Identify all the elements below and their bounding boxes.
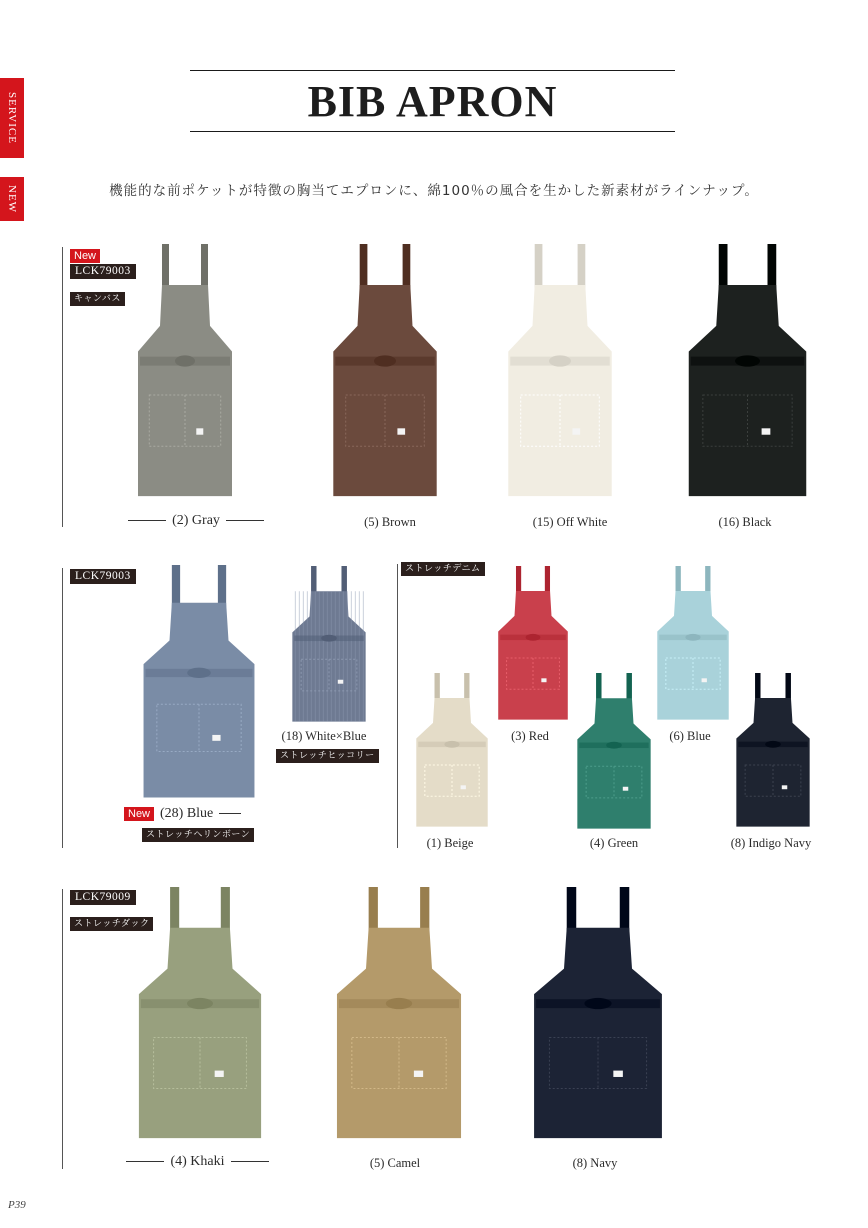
apron-navy-bow (584, 998, 611, 1009)
apron-gray-body (138, 285, 232, 496)
apron-indigo-denim-strap-left (755, 673, 760, 702)
apron-blue-denim-strap-left (676, 566, 681, 595)
apron-black-body (689, 285, 807, 496)
apron-camel (333, 887, 465, 1142)
apron-navy-strap-right (620, 887, 630, 932)
apron-beige-denim-strap-right (464, 673, 469, 702)
title-top-rule (190, 70, 675, 71)
denim-material: ストレッチデニム (401, 562, 485, 576)
section2-code: LCK79003 (70, 569, 136, 584)
apron-navy-body (534, 928, 662, 1138)
apron-offwhite-body (508, 285, 611, 496)
page-number: P39 (8, 1199, 26, 1211)
apron-black-strap-left (719, 244, 728, 289)
caption-black: (16) Black (718, 515, 772, 529)
caption-camel: (5) Camel (369, 1156, 421, 1170)
apron-gray-strap-left (162, 244, 169, 289)
apron-black-strap-right (768, 244, 777, 289)
caption-denim-blue: (6) Blue (669, 729, 711, 743)
apron-khaki-label-tag (215, 1071, 224, 1077)
section1-line (62, 247, 63, 527)
apron-brown-bow (374, 355, 396, 366)
apron-brown-strap-left (360, 244, 368, 289)
apron-green-denim-bow (606, 742, 622, 749)
title-bottom-rule (190, 131, 675, 132)
apron-white-blue-hickory (290, 566, 368, 724)
apron-green-denim-body (577, 698, 650, 828)
apron-brown (330, 244, 440, 500)
apron-khaki-bow (187, 998, 213, 1009)
caption-offwhite: (15) Off White (532, 515, 608, 529)
apron-brown-label-tag (397, 428, 405, 434)
apron-camel-body (337, 928, 461, 1138)
apron-offwhite-strap-left (535, 244, 543, 289)
apron-camel-bow (386, 998, 412, 1009)
apron-blue-herringbone-bow (187, 668, 211, 678)
apron-blue-denim-strap-right (705, 566, 710, 595)
page-subtitle: 機能的な前ポケットが特徴の胸当てエプロンに、綿100％の風合を生かした新素材がラインナップ。 (109, 183, 759, 199)
apron-red-denim (496, 566, 570, 722)
new-tab: NEW (0, 177, 24, 221)
apron-indigo-denim (734, 673, 812, 829)
apron-offwhite (505, 244, 615, 500)
apron-indigo-denim-label-tag (782, 785, 787, 789)
section3-code: LCK79009 (70, 890, 136, 905)
apron-indigo-denim-bow (765, 741, 781, 748)
section3-line (62, 889, 63, 1169)
apron-brown-strap-right (403, 244, 411, 289)
apron-beige-denim-strap-left (435, 673, 440, 702)
apron-white-blue-hickory-strap-left (311, 566, 316, 595)
apron-blue-herringbone-label-tag (212, 735, 220, 741)
apron-gray (135, 244, 235, 500)
caption-navy: (8) Navy (572, 1156, 618, 1170)
apron-blue-denim-body (657, 591, 728, 720)
denim-line (397, 564, 398, 848)
apron-offwhite-bow (549, 355, 571, 366)
service-tab: SERVICE (0, 78, 24, 158)
apron-khaki-strap-left (170, 887, 179, 932)
section2-line (62, 568, 63, 848)
blue-new-badge: New (124, 807, 154, 821)
caption-gray: (2) Gray (120, 513, 272, 529)
apron-red-denim-bow (526, 634, 541, 641)
apron-beige-denim-label-tag (461, 785, 466, 789)
apron-beige-denim (414, 673, 490, 829)
apron-beige-denim-bow (444, 741, 459, 748)
apron-indigo-denim-strap-right (785, 673, 790, 702)
apron-blue-herringbone-body (144, 603, 255, 798)
blue-material: ストレッチヘリンボーン (142, 828, 254, 842)
white-blue-material: ストレッチヒッコリー (276, 749, 379, 763)
caption-beige: (1) Beige (426, 836, 474, 850)
apron-navy-strap-left (567, 887, 577, 932)
caption-red: (3) Red (511, 729, 549, 743)
apron-red-denim-label-tag (541, 678, 546, 682)
apron-khaki-strap-right (221, 887, 230, 932)
section3-material: ストレッチダック (70, 917, 153, 931)
apron-indigo-denim-body (736, 698, 809, 827)
caption-brown: (5) Brown (364, 515, 416, 529)
apron-blue-herringbone-strap-left (172, 565, 180, 607)
apron-green-denim-label-tag (623, 787, 628, 791)
section1-material: キャンバス (70, 292, 125, 306)
apron-blue-herringbone-strap-right (218, 565, 226, 607)
apron-khaki (135, 887, 265, 1142)
apron-blue-herringbone (140, 565, 258, 801)
apron-navy (530, 887, 666, 1142)
apron-black-bow (735, 355, 760, 366)
apron-red-denim-strap-left (516, 566, 521, 595)
section1-code: LCK79003 (70, 264, 136, 279)
apron-blue-denim-bow (685, 634, 700, 641)
caption-white-blue: (18) White×Blue (281, 729, 367, 743)
apron-offwhite-label-tag (572, 428, 580, 434)
apron-camel-strap-left (369, 887, 378, 932)
apron-white-blue-hickory-label-tag (338, 680, 343, 684)
apron-blue-denim (655, 566, 731, 722)
section1-new-badge: New (70, 249, 100, 263)
apron-blue-denim-label-tag (702, 678, 707, 682)
page-title: BIB APRON (307, 77, 558, 126)
apron-beige-denim-body (416, 698, 487, 827)
apron-white-blue-hickory-bow (321, 635, 337, 642)
apron-gray-strap-right (201, 244, 208, 289)
apron-red-denim-body (498, 591, 568, 720)
apron-black-label-tag (762, 428, 771, 434)
caption-blue: (28) Blue (160, 806, 270, 822)
apron-green-denim-strap-left (596, 673, 601, 702)
apron-green-denim-strap-right (626, 673, 631, 702)
caption-indigo-navy: (8) Indigo Navy (730, 836, 812, 850)
caption-green: (4) Green (589, 836, 639, 850)
apron-khaki-body (139, 928, 261, 1138)
apron-camel-label-tag (414, 1071, 423, 1077)
apron-green-denim (575, 673, 653, 831)
apron-gray-bow (175, 355, 195, 366)
caption-khaki: (4) Khaki (120, 1154, 275, 1170)
apron-red-denim-strap-right (545, 566, 550, 595)
apron-offwhite-strap-right (578, 244, 586, 289)
apron-navy-label-tag (613, 1071, 623, 1077)
apron-camel-strap-right (420, 887, 429, 932)
apron-gray-label-tag (196, 428, 203, 434)
apron-brown-body (333, 285, 436, 496)
apron-white-blue-hickory-strap-right (341, 566, 346, 595)
apron-black (685, 244, 810, 500)
